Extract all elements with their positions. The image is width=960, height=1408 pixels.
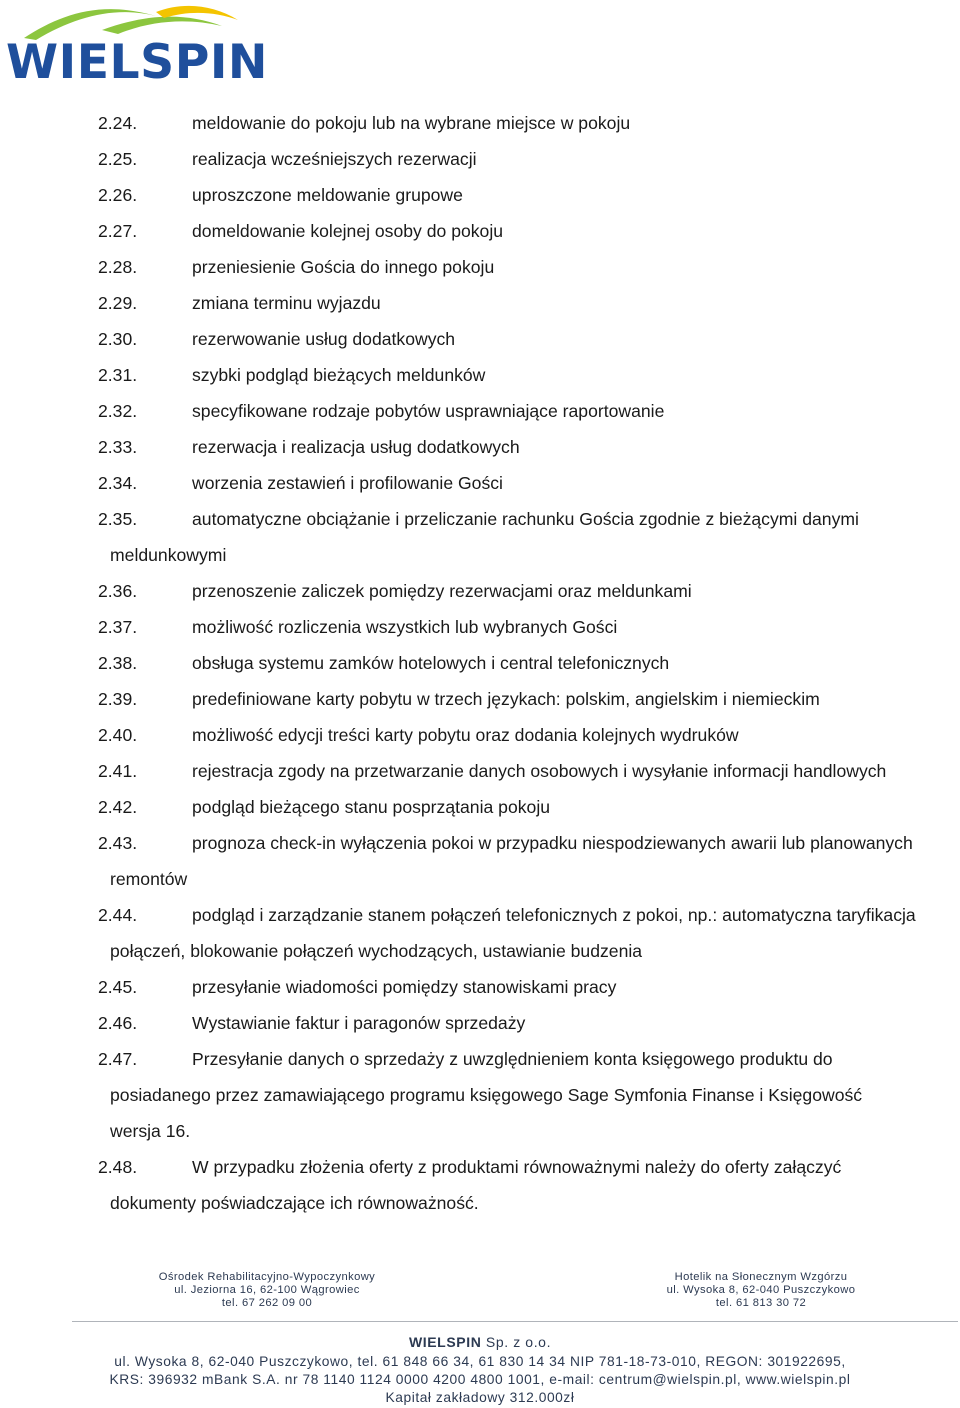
item-number: 2.45.: [98, 977, 138, 997]
list-item: [0, 501, 960, 573]
item-number: 2.24.: [98, 113, 138, 133]
item-number: 2.31.: [98, 365, 138, 385]
list-item: [0, 1149, 960, 1221]
item-number: 2.30.: [98, 329, 138, 349]
list-item: [0, 249, 960, 285]
item-text: predefiniowane karty pobytu w trzech językach: polskim, angielskim i niemieckim: [192, 689, 820, 709]
item-number: 2.46.: [98, 1013, 138, 1033]
item-text-continuation: meldunkowymi: [110, 545, 227, 565]
wielspin-logo: [6, 4, 270, 82]
list-item: [0, 645, 960, 681]
footer-right-line: ul. Wysoka 8, 62-040 Puszczykowo: [666, 1283, 856, 1296]
item-text: W przypadku złożenia oferty z produktami równoważnymi należy do oferty załączyć: [192, 1157, 842, 1177]
footer-left-address: [102, 1271, 432, 1309]
item-number: 2.33.: [98, 437, 138, 457]
item-text: worzenia zestawień i profilowanie Gości: [192, 473, 503, 493]
item-text: możliwość rozliczenia wszystkich lub wybranych Gości: [192, 617, 618, 637]
item-text: podgląd i zarządzanie stanem połączeń telefonicznych z pokoi, np.: automatyczna taryfikacja: [192, 905, 916, 925]
item-text: przeniesienie Gościa do innego pokoju: [192, 257, 495, 277]
item-text: Wystawianie faktur i paragonów sprzedaży: [192, 1013, 526, 1033]
item-text-continuation: remontów: [110, 869, 188, 889]
list-item: [0, 213, 960, 249]
item-text: Przesyłanie danych o sprzedaży z uwzględnieniem konta księgowego produktu do: [192, 1049, 833, 1069]
item-number: 2.43.: [98, 833, 138, 853]
item-text: podgląd bieżącego stanu posprzątania pokoju: [192, 797, 551, 817]
item-text-continuation: wersja 16.: [110, 1121, 191, 1141]
footer-divider: [72, 1321, 958, 1322]
item-number: 2.26.: [98, 185, 138, 205]
item-number: 2.39.: [98, 689, 138, 709]
item-text: uproszczone meldowanie grupowe: [192, 185, 463, 205]
footer-company: [0, 1334, 960, 1350]
list-item: [0, 393, 960, 429]
list-item: [0, 465, 960, 501]
item-number: 2.27.: [98, 221, 138, 241]
item-text: szybki podgląd bieżących meldunków: [192, 365, 486, 385]
item-text: obsługa systemu zamków hotelowych i central telefonicznych: [192, 653, 670, 673]
item-text: realizacja wcześniejszych rezerwacji: [192, 149, 477, 169]
item-text: rezerwacja i realizacja usług dodatkowych: [192, 437, 520, 457]
item-number: 2.38.: [98, 653, 138, 673]
list-item: [0, 789, 960, 825]
footer-right-line: Hotelik na Słonecznym Wzgórzu: [674, 1271, 848, 1283]
item-number: 2.44.: [98, 905, 138, 925]
list-item: [0, 429, 960, 465]
item-number: 2.28.: [98, 257, 138, 277]
footer-right-line: tel. 61 813 30 72: [715, 1296, 807, 1309]
company-suffix: Sp. z o.o.: [481, 1334, 552, 1350]
list-item: [0, 357, 960, 393]
list-item: [0, 1041, 960, 1149]
list-item: [0, 825, 960, 897]
item-text: przenoszenie zaliczek pomiędzy rezerwacjami oraz meldunkami: [192, 581, 692, 601]
item-text-continuation: dokumenty poświadczające ich równoważność.: [110, 1193, 479, 1213]
item-text: rezerwowanie usług dodatkowych: [192, 329, 456, 349]
list-item: [0, 321, 960, 357]
item-text: prognoza check-in wyłączenia pokoi w przypadku niespodziewanych awarii lub planowanych: [192, 833, 913, 853]
list-item: [0, 1005, 960, 1041]
list-item: [0, 969, 960, 1005]
item-number: 2.41.: [98, 761, 138, 781]
item-number: 2.32.: [98, 401, 138, 421]
logo-text: WIELSPIN: [6, 35, 268, 82]
list-item: [0, 753, 960, 789]
item-number: 2.36.: [98, 581, 138, 601]
item-number: 2.25.: [98, 149, 138, 169]
list-item: [0, 681, 960, 717]
item-text: zmiana terminu wyjazdu: [192, 293, 381, 313]
item-text: przesyłanie wiadomości pomiędzy stanowiskami pracy: [192, 977, 617, 997]
item-number: 2.40.: [98, 725, 138, 745]
list-item: [0, 105, 960, 141]
item-number: 2.29.: [98, 293, 138, 313]
item-text: rejestracja zgody na przetwarzanie danych osobowych i wysyłanie informacji handlowych: [192, 761, 887, 781]
item-text-continuation: posiadanego przez zamawiającego programu księgowego Sage Symfonia Finanse i Księgowość: [110, 1085, 863, 1105]
list-item: [0, 717, 960, 753]
item-number: 2.37.: [98, 617, 138, 637]
list-item: [0, 285, 960, 321]
item-number: 2.48.: [98, 1157, 138, 1177]
item-number: 2.42.: [98, 797, 138, 817]
footer-left-line: Ośrodek Rehabilitacyjno-Wypoczynkowy: [158, 1271, 376, 1283]
logo-swoosh-icon: [6, 4, 270, 82]
list-item: [0, 897, 960, 969]
company-name: WIELSPIN: [408, 1334, 482, 1350]
footer-capital-line: Kapitał zakładowy 312.000zł: [385, 1390, 575, 1405]
footer-contact-line: ul. Wysoka 8, 62-040 Puszczykowo, tel. 61 848 66 34, 61 830 14 34 NIP 781-18-73-010, REGON: 301922695,: [114, 1354, 846, 1369]
list-item: [0, 177, 960, 213]
footer-right-address: [596, 1271, 926, 1309]
footer-bank-line: KRS: 396932 mBank S.A. nr 78 1140 1124 0000 4200 4800 1001, e-mail: centrum@wielspin.pl, www.wielspin.pl: [109, 1372, 851, 1387]
item-number: 2.35.: [98, 509, 138, 529]
feature-list: [0, 105, 960, 1221]
footer-left-line: ul. Jeziorna 16, 62-100 Wągrowiec: [174, 1283, 360, 1296]
item-text-continuation: połączeń, blokowanie połączeń wychodzących, ustawianie budzenia: [110, 941, 643, 961]
item-text: meldowanie do pokoju lub na wybrane miejsce w pokoju: [192, 113, 631, 133]
item-number: 2.34.: [98, 473, 138, 493]
item-number: 2.47.: [98, 1049, 138, 1069]
footer-left-line: tel. 67 262 09 00: [221, 1296, 313, 1309]
list-item: [0, 573, 960, 609]
item-text: możliwość edycji treści karty pobytu oraz dodania kolejnych wydruków: [192, 725, 739, 745]
list-item: [0, 141, 960, 177]
item-text: specyfikowane rodzaje pobytów usprawniające raportowanie: [192, 401, 665, 421]
list-item: [0, 609, 960, 645]
item-text: automatyczne obciążanie i przeliczanie rachunku Gościa zgodnie z bieżącymi danymi: [192, 509, 859, 529]
item-text: domeldowanie kolejnej osoby do pokoju: [192, 221, 504, 241]
